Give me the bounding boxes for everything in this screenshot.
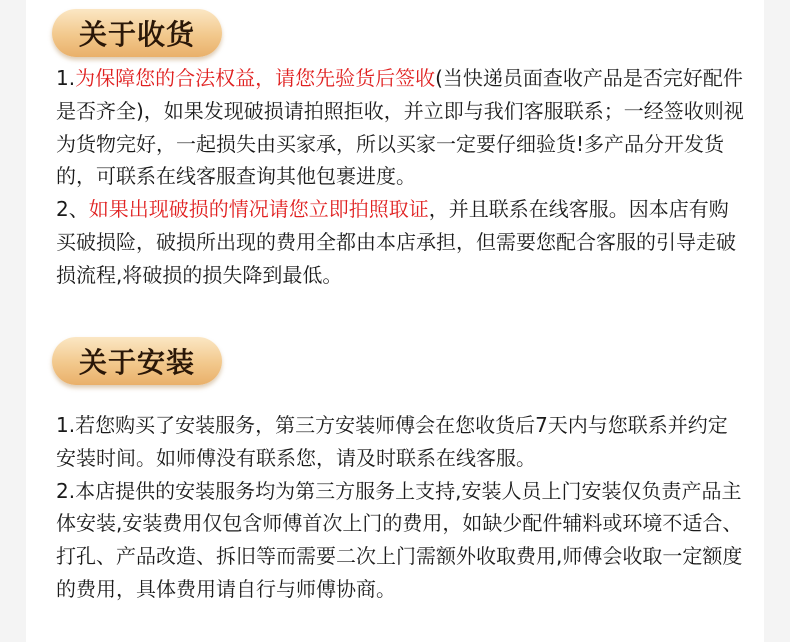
receipt-paragraph-2 (56, 193, 746, 291)
section-title-badge-installation (52, 337, 222, 385)
paragraph-body: ，并且联系在线客服。因本店有购买破损险，破损所出现的费用全都由本店承担，但需要您配合客服的引导走破损流程,将破损的损失降到最低。 (56, 197, 736, 287)
installation-paragraph-1: 1.若您购买了安装服务，第三方安装师傅会在您收货后7天内与您联系并约定安装时间。如师傅没有联系您，请及时联系在线客服。 (56, 413, 728, 470)
section-title-badge-receipt (52, 9, 222, 57)
installation-notice-text (56, 409, 746, 606)
paragraph-number: 2、 (56, 197, 89, 222)
paragraph-body: (当快递员面查收产品是否完好配件是否齐全)，如果发现破损请拍照拒收，并立即与我们客服联系；一经签收则视为货物完好，一起损失由买家承，所以买家一定要仔细验货!多产品分开发货的，可联系在线客服查询其他包裹进度。 (56, 66, 744, 189)
highlighted-notice: 为保障您的合法权益，请您先验货后签收 (75, 66, 436, 90)
receipt-notice-text (56, 62, 746, 292)
paragraph-number: 1. (56, 66, 76, 90)
section-title: 关于收货 (78, 18, 195, 51)
receipt-paragraph-1 (56, 62, 746, 193)
installation-paragraph-2: 2.本店提供的安装服务均为第三方服务上支持,安装人员上门安装仅负责产品主体安装,安装费用仅包含师傅首次上门的费用，如缺少配件辅料或环境不适合、打孔、产品改造、拆旧等而需要二次上门需额外收取费用,师傅会收取一定额度的费用，具体费用请自行与师傅协商。 (56, 478, 743, 601)
left-margin-bar (0, 0, 26, 642)
right-margin-bar (764, 0, 790, 642)
section-title: 关于安装 (78, 346, 195, 379)
highlighted-notice: 如果出现破损的情况请您立即拍照取证 (88, 197, 429, 222)
